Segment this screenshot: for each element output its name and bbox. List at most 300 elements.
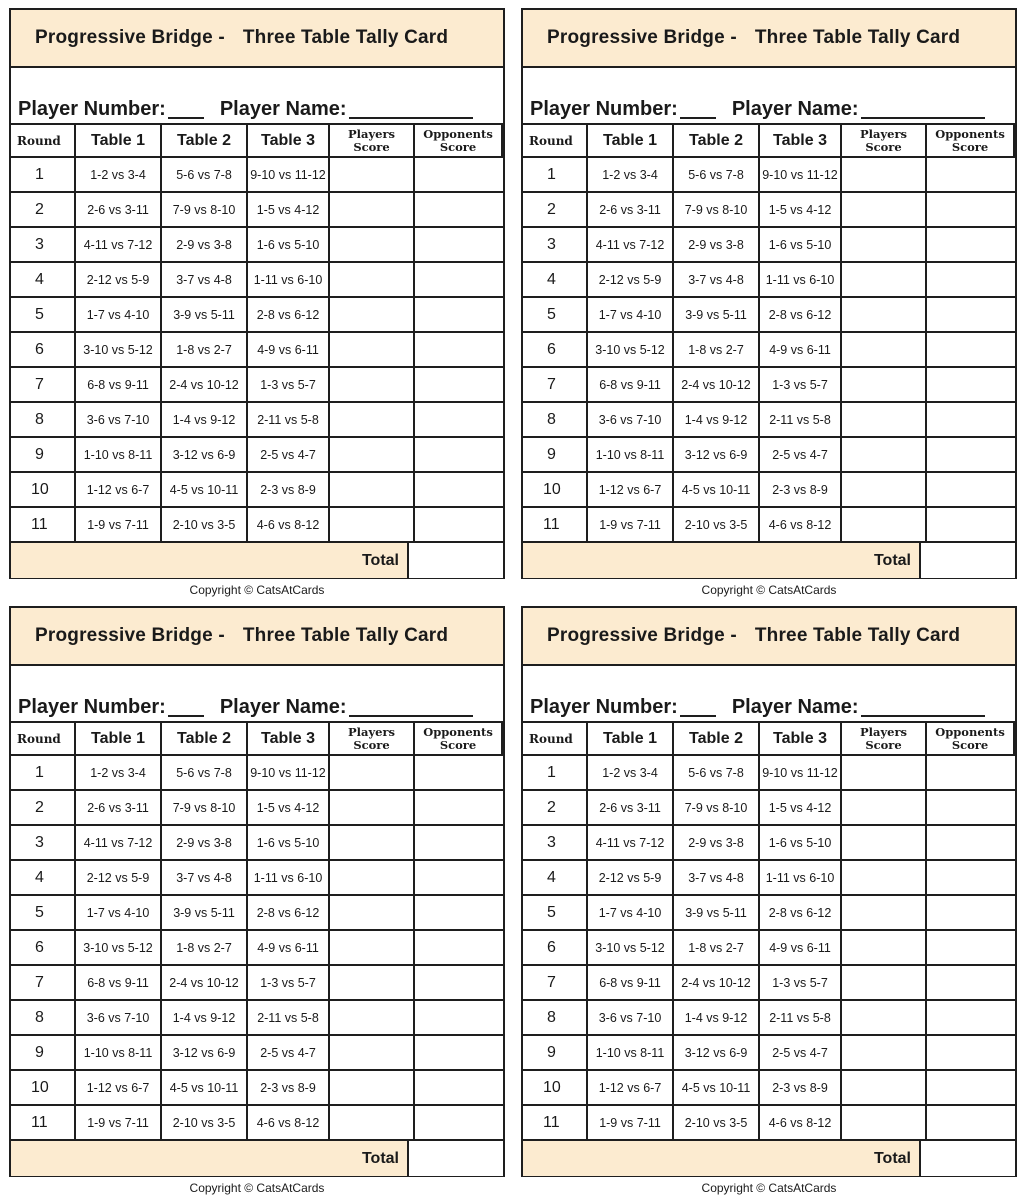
table-3-matchup: 2-3 vs 8-9 xyxy=(248,1071,330,1106)
opponents-score-cell[interactable] xyxy=(927,1106,1015,1141)
players-score-cell[interactable] xyxy=(842,333,927,368)
round-number: 5 xyxy=(523,896,588,931)
opponents-score-cell[interactable] xyxy=(927,438,1015,473)
table-1-matchup: 1-9 vs 7-11 xyxy=(76,508,162,543)
players-score-cell[interactable] xyxy=(842,228,927,263)
round-number: 6 xyxy=(523,333,588,368)
round-number: 4 xyxy=(523,861,588,896)
copyright-notice: Copyright © CatsAtCards xyxy=(701,1181,837,1195)
opponents-score-cell[interactable] xyxy=(927,368,1015,403)
opponents-score-cell[interactable] xyxy=(927,791,1015,826)
players-score-cell[interactable] xyxy=(330,896,415,931)
opponents-score-cell[interactable] xyxy=(415,1036,503,1071)
player-number-field[interactable] xyxy=(680,697,716,717)
opponents-score-cell[interactable] xyxy=(927,931,1015,966)
table-1-matchup: 3-6 vs 7-10 xyxy=(588,1001,674,1036)
total-score-cell[interactable] xyxy=(921,543,1015,578)
table-3-matchup: 9-10 vs 11-12 xyxy=(248,756,330,791)
table-3-matchup: 1-3 vs 5-7 xyxy=(248,966,330,1001)
round-number: 5 xyxy=(11,298,76,333)
round-number: 9 xyxy=(11,438,76,473)
rounds-table xyxy=(523,125,1015,543)
players-score-cell[interactable] xyxy=(330,791,415,826)
table-1-matchup: 1-9 vs 7-11 xyxy=(588,508,674,543)
players-score-cell[interactable] xyxy=(330,438,415,473)
opponents-score-cell[interactable] xyxy=(415,368,503,403)
round-number: 3 xyxy=(523,826,588,861)
round-number: 1 xyxy=(11,158,76,193)
players-score-cell[interactable] xyxy=(842,193,927,228)
table-1-matchup: 2-12 vs 5-9 xyxy=(76,263,162,298)
table-1-matchup: 2-6 vs 3-11 xyxy=(76,193,162,228)
table-3-matchup: 2-5 vs 4-7 xyxy=(248,1036,330,1071)
header-table-1: Table 1 xyxy=(588,723,674,756)
players-score-cell[interactable] xyxy=(842,298,927,333)
table-1-matchup: 1-10 vs 8-11 xyxy=(588,438,674,473)
tally-card-bottom-left xyxy=(9,606,505,1195)
opponents-score-cell[interactable] xyxy=(927,1036,1015,1071)
round-number: 4 xyxy=(523,263,588,298)
tally-card-top-right xyxy=(521,8,1017,597)
table-3-matchup: 1-6 vs 5-10 xyxy=(760,826,842,861)
player-name-label: Player Name: xyxy=(731,696,859,718)
table-3-matchup: 2-11 vs 5-8 xyxy=(248,403,330,438)
players-score-cell[interactable] xyxy=(330,1106,415,1141)
opponents-score-cell[interactable] xyxy=(927,263,1015,298)
round-number: 10 xyxy=(523,473,588,508)
opponents-score-cell[interactable] xyxy=(415,263,503,298)
opponents-score-cell[interactable] xyxy=(927,473,1015,508)
card-title xyxy=(523,10,1015,68)
players-score-cell[interactable] xyxy=(330,403,415,438)
opponents-score-cell[interactable] xyxy=(927,333,1015,368)
table-3-matchup: 4-9 vs 6-11 xyxy=(760,931,842,966)
table-1-matchup: 3-10 vs 5-12 xyxy=(76,931,162,966)
table-3-matchup: 2-5 vs 4-7 xyxy=(760,1036,842,1071)
table-1-matchup: 3-10 vs 5-12 xyxy=(588,931,674,966)
table-2-matchup: 3-9 vs 5-11 xyxy=(674,298,760,333)
opponents-score-cell[interactable] xyxy=(927,228,1015,263)
players-score-cell[interactable] xyxy=(842,263,927,298)
player-number-field[interactable] xyxy=(680,99,716,119)
players-score-cell[interactable] xyxy=(330,508,415,543)
opponents-score-cell[interactable] xyxy=(415,403,503,438)
copyright-notice: Copyright © CatsAtCards xyxy=(701,583,837,597)
table-1-matchup: 1-2 vs 3-4 xyxy=(76,756,162,791)
opponents-score-cell[interactable] xyxy=(415,298,503,333)
table-2-matchup: 4-5 vs 10-11 xyxy=(162,1071,248,1106)
opponents-score-cell[interactable] xyxy=(415,826,503,861)
table-3-matchup: 1-11 vs 6-10 xyxy=(760,861,842,896)
players-score-cell[interactable] xyxy=(330,756,415,791)
players-score-cell[interactable] xyxy=(842,1071,927,1106)
round-number: 2 xyxy=(523,193,588,228)
table-2-matchup: 3-12 vs 6-9 xyxy=(162,438,248,473)
table-3-matchup: 4-6 vs 8-12 xyxy=(760,508,842,543)
player-name-label: Player Name: xyxy=(731,98,859,120)
players-score-cell[interactable] xyxy=(330,158,415,193)
players-score-cell[interactable] xyxy=(842,508,927,543)
table-2-matchup: 4-5 vs 10-11 xyxy=(162,473,248,508)
tally-card-top-left xyxy=(9,8,505,597)
players-score-cell[interactable] xyxy=(842,158,927,193)
table-2-matchup: 1-8 vs 2-7 xyxy=(674,333,760,368)
opponents-score-cell[interactable] xyxy=(415,193,503,228)
players-score-cell[interactable] xyxy=(330,1036,415,1071)
players-score-cell[interactable] xyxy=(330,298,415,333)
card-title-game: Progressive Bridge - xyxy=(35,27,225,48)
table-2-matchup: 1-4 vs 9-12 xyxy=(674,1001,760,1036)
opponents-score-cell[interactable] xyxy=(415,1106,503,1141)
player-number-label: Player Number: xyxy=(530,98,678,120)
rounds-table xyxy=(523,723,1015,1141)
players-score-cell[interactable] xyxy=(330,931,415,966)
table-2-matchup: 3-7 vs 4-8 xyxy=(674,263,760,298)
players-score-cell[interactable] xyxy=(842,966,927,1001)
opponents-score-cell[interactable] xyxy=(927,193,1015,228)
opponents-score-cell[interactable] xyxy=(927,896,1015,931)
rounds-table xyxy=(11,125,503,543)
opponents-score-cell[interactable] xyxy=(927,403,1015,438)
round-number: 8 xyxy=(523,403,588,438)
players-score-cell[interactable] xyxy=(842,1001,927,1036)
table-3-matchup: 9-10 vs 11-12 xyxy=(760,756,842,791)
table-2-matchup: 3-7 vs 4-8 xyxy=(162,263,248,298)
table-1-matchup: 3-6 vs 7-10 xyxy=(76,403,162,438)
round-number: 7 xyxy=(11,368,76,403)
card-title-game: Progressive Bridge - xyxy=(547,27,737,48)
opponents-score-cell[interactable] xyxy=(415,438,503,473)
round-number: 4 xyxy=(11,861,76,896)
round-number: 10 xyxy=(11,1071,76,1106)
players-score-cell[interactable] xyxy=(330,1001,415,1036)
table-2-matchup: 2-9 vs 3-8 xyxy=(162,228,248,263)
table-1-matchup: 3-10 vs 5-12 xyxy=(76,333,162,368)
table-1-matchup: 1-2 vs 3-4 xyxy=(588,756,674,791)
header-table-2: Table 2 xyxy=(162,723,248,756)
header-table-1: Table 1 xyxy=(588,125,674,158)
table-2-matchup: 1-4 vs 9-12 xyxy=(162,403,248,438)
table-1-matchup: 4-11 vs 7-12 xyxy=(76,826,162,861)
table-3-matchup: 2-11 vs 5-8 xyxy=(760,1001,842,1036)
opponents-score-cell[interactable] xyxy=(415,1071,503,1106)
header-round: Round xyxy=(523,125,588,158)
header-table-1: Table 1 xyxy=(76,125,162,158)
table-1-matchup: 1-10 vs 8-11 xyxy=(588,1036,674,1071)
table-3-matchup: 2-5 vs 4-7 xyxy=(248,438,330,473)
round-number: 5 xyxy=(523,298,588,333)
header-table-1: Table 1 xyxy=(76,723,162,756)
total-row xyxy=(11,1141,503,1176)
round-number: 11 xyxy=(523,508,588,543)
card-title xyxy=(523,608,1015,666)
opponents-score-cell[interactable] xyxy=(927,158,1015,193)
player-number-label: Player Number: xyxy=(18,98,166,120)
round-number: 2 xyxy=(11,791,76,826)
table-3-matchup: 2-8 vs 6-12 xyxy=(760,298,842,333)
table-1-matchup: 3-6 vs 7-10 xyxy=(588,403,674,438)
round-number: 8 xyxy=(11,403,76,438)
table-2-matchup: 2-4 vs 10-12 xyxy=(674,966,760,1001)
opponents-score-cell[interactable] xyxy=(927,1071,1015,1106)
round-number: 2 xyxy=(523,791,588,826)
header-table-3: Table 3 xyxy=(248,723,330,756)
table-3-matchup: 2-11 vs 5-8 xyxy=(760,403,842,438)
total-label: Total xyxy=(523,543,921,578)
opponents-score-cell[interactable] xyxy=(927,756,1015,791)
player-number-field[interactable] xyxy=(168,697,204,717)
table-2-matchup: 1-8 vs 2-7 xyxy=(162,333,248,368)
table-2-matchup: 5-6 vs 7-8 xyxy=(674,158,760,193)
card-title-format: Three Table Tally Card xyxy=(242,27,449,48)
players-score-cell[interactable] xyxy=(330,193,415,228)
table-3-matchup: 2-8 vs 6-12 xyxy=(248,298,330,333)
header-table-3: Table 3 xyxy=(760,723,842,756)
table-2-matchup: 5-6 vs 7-8 xyxy=(674,756,760,791)
header-table-2: Table 2 xyxy=(674,723,760,756)
table-2-matchup: 2-4 vs 10-12 xyxy=(674,368,760,403)
round-number: 4 xyxy=(11,263,76,298)
table-2-matchup: 2-10 vs 3-5 xyxy=(162,1106,248,1141)
round-number: 7 xyxy=(523,966,588,1001)
table-3-matchup: 2-8 vs 6-12 xyxy=(760,896,842,931)
opponents-score-cell[interactable] xyxy=(415,966,503,1001)
player-name-field[interactable] xyxy=(861,99,985,119)
players-score-cell[interactable] xyxy=(842,403,927,438)
table-2-matchup: 4-5 vs 10-11 xyxy=(674,1071,760,1106)
table-3-matchup: 1-11 vs 6-10 xyxy=(248,263,330,298)
table-2-matchup: 3-12 vs 6-9 xyxy=(674,1036,760,1071)
table-1-matchup: 6-8 vs 9-11 xyxy=(76,966,162,1001)
header-opponents-score: Opponents Score xyxy=(415,125,503,158)
players-score-cell[interactable] xyxy=(842,1106,927,1141)
opponents-score-cell[interactable] xyxy=(927,508,1015,543)
table-2-matchup: 2-9 vs 3-8 xyxy=(674,826,760,861)
table-1-matchup: 1-12 vs 6-7 xyxy=(76,1071,162,1106)
copyright-notice: Copyright © CatsAtCards xyxy=(189,1181,325,1195)
player-name-label: Player Name: xyxy=(219,696,347,718)
players-score-cell[interactable] xyxy=(330,861,415,896)
table-2-matchup: 5-6 vs 7-8 xyxy=(162,158,248,193)
table-1-matchup: 1-7 vs 4-10 xyxy=(588,298,674,333)
card-title-game: Progressive Bridge - xyxy=(547,625,737,646)
players-score-cell[interactable] xyxy=(330,263,415,298)
header-players-score: Players Score xyxy=(842,723,927,756)
table-1-matchup: 4-11 vs 7-12 xyxy=(588,826,674,861)
header-round: Round xyxy=(523,723,588,756)
table-1-matchup: 1-10 vs 8-11 xyxy=(76,438,162,473)
table-2-matchup: 7-9 vs 8-10 xyxy=(162,791,248,826)
players-score-cell[interactable] xyxy=(330,1071,415,1106)
table-2-matchup: 2-10 vs 3-5 xyxy=(162,508,248,543)
table-2-matchup: 2-4 vs 10-12 xyxy=(162,966,248,1001)
header-table-3: Table 3 xyxy=(248,125,330,158)
opponents-score-cell[interactable] xyxy=(415,158,503,193)
total-row xyxy=(523,1141,1015,1176)
round-number: 3 xyxy=(523,228,588,263)
opponents-score-cell[interactable] xyxy=(415,508,503,543)
table-3-matchup: 1-5 vs 4-12 xyxy=(760,791,842,826)
player-name-field[interactable] xyxy=(349,99,473,119)
table-2-matchup: 2-10 vs 3-5 xyxy=(674,1106,760,1141)
header-table-2: Table 2 xyxy=(162,125,248,158)
table-2-matchup: 7-9 vs 8-10 xyxy=(674,791,760,826)
table-1-matchup: 3-6 vs 7-10 xyxy=(76,1001,162,1036)
table-2-matchup: 3-9 vs 5-11 xyxy=(162,298,248,333)
round-number: 9 xyxy=(523,1036,588,1071)
table-3-matchup: 4-9 vs 6-11 xyxy=(248,931,330,966)
round-number: 8 xyxy=(11,1001,76,1036)
table-1-matchup: 1-2 vs 3-4 xyxy=(588,158,674,193)
total-score-cell[interactable] xyxy=(409,543,503,578)
header-table-3: Table 3 xyxy=(760,125,842,158)
header-players-score: Players Score xyxy=(842,125,927,158)
table-2-matchup: 3-7 vs 4-8 xyxy=(674,861,760,896)
players-score-cell[interactable] xyxy=(842,368,927,403)
table-3-matchup: 9-10 vs 11-12 xyxy=(248,158,330,193)
player-number-field[interactable] xyxy=(168,99,204,119)
table-1-matchup: 2-12 vs 5-9 xyxy=(588,263,674,298)
card-title-format: Three Table Tally Card xyxy=(754,625,961,646)
opponents-score-cell[interactable] xyxy=(415,1001,503,1036)
table-3-matchup: 2-3 vs 8-9 xyxy=(248,473,330,508)
players-score-cell[interactable] xyxy=(842,896,927,931)
opponents-score-cell[interactable] xyxy=(415,473,503,508)
players-score-cell[interactable] xyxy=(330,333,415,368)
opponents-score-cell[interactable] xyxy=(415,861,503,896)
table-2-matchup: 3-12 vs 6-9 xyxy=(162,1036,248,1071)
total-score-cell[interactable] xyxy=(409,1141,503,1176)
table-2-matchup: 3-7 vs 4-8 xyxy=(162,861,248,896)
table-1-matchup: 1-12 vs 6-7 xyxy=(588,473,674,508)
table-3-matchup: 2-5 vs 4-7 xyxy=(760,438,842,473)
table-3-matchup: 1-6 vs 5-10 xyxy=(248,228,330,263)
round-number: 1 xyxy=(523,158,588,193)
opponents-score-cell[interactable] xyxy=(415,896,503,931)
players-score-cell[interactable] xyxy=(330,473,415,508)
table-2-matchup: 4-5 vs 10-11 xyxy=(674,473,760,508)
players-score-cell[interactable] xyxy=(330,826,415,861)
table-3-matchup: 1-11 vs 6-10 xyxy=(248,861,330,896)
player-info-line xyxy=(11,68,503,125)
tally-card-frame xyxy=(521,606,1017,1177)
table-1-matchup: 1-12 vs 6-7 xyxy=(76,473,162,508)
player-info-line xyxy=(523,68,1015,125)
table-3-matchup: 1-6 vs 5-10 xyxy=(760,228,842,263)
table-1-matchup: 1-9 vs 7-11 xyxy=(76,1106,162,1141)
table-3-matchup: 2-3 vs 8-9 xyxy=(760,1071,842,1106)
player-name-field[interactable] xyxy=(861,697,985,717)
total-row xyxy=(11,543,503,578)
table-3-matchup: 4-6 vs 8-12 xyxy=(248,1106,330,1141)
copyright-notice: Copyright © CatsAtCards xyxy=(189,583,325,597)
tally-card-bottom-right xyxy=(521,606,1017,1195)
opponents-score-cell[interactable] xyxy=(927,1001,1015,1036)
table-1-matchup: 2-6 vs 3-11 xyxy=(588,791,674,826)
players-score-cell[interactable] xyxy=(842,931,927,966)
header-players-score: Players Score xyxy=(330,723,415,756)
table-2-matchup: 1-8 vs 2-7 xyxy=(162,931,248,966)
total-score-cell[interactable] xyxy=(921,1141,1015,1176)
round-number: 10 xyxy=(523,1071,588,1106)
round-number: 6 xyxy=(11,333,76,368)
opponents-score-cell[interactable] xyxy=(927,861,1015,896)
table-2-matchup: 2-9 vs 3-8 xyxy=(162,826,248,861)
table-3-matchup: 1-3 vs 5-7 xyxy=(760,368,842,403)
player-info-line xyxy=(11,666,503,723)
opponents-score-cell[interactable] xyxy=(415,931,503,966)
table-1-matchup: 2-12 vs 5-9 xyxy=(76,861,162,896)
players-score-cell[interactable] xyxy=(842,861,927,896)
opponents-score-cell[interactable] xyxy=(927,826,1015,861)
table-1-matchup: 1-12 vs 6-7 xyxy=(588,1071,674,1106)
opponents-score-cell[interactable] xyxy=(415,333,503,368)
player-number-label: Player Number: xyxy=(18,696,166,718)
round-number: 9 xyxy=(523,438,588,473)
round-number: 11 xyxy=(523,1106,588,1141)
total-label: Total xyxy=(523,1141,921,1176)
opponents-score-cell[interactable] xyxy=(415,756,503,791)
round-number: 9 xyxy=(11,1036,76,1071)
players-score-cell[interactable] xyxy=(842,826,927,861)
players-score-cell[interactable] xyxy=(842,1036,927,1071)
player-name-label: Player Name: xyxy=(219,98,347,120)
players-score-cell[interactable] xyxy=(330,368,415,403)
table-3-matchup: 4-6 vs 8-12 xyxy=(760,1106,842,1141)
players-score-cell[interactable] xyxy=(842,473,927,508)
header-table-2: Table 2 xyxy=(674,125,760,158)
header-round: Round xyxy=(11,723,76,756)
round-number: 8 xyxy=(523,1001,588,1036)
round-number: 7 xyxy=(523,368,588,403)
total-label: Total xyxy=(11,543,409,578)
opponents-score-cell[interactable] xyxy=(927,966,1015,1001)
players-score-cell[interactable] xyxy=(330,228,415,263)
table-2-matchup: 3-12 vs 6-9 xyxy=(674,438,760,473)
player-name-field[interactable] xyxy=(349,697,473,717)
table-2-matchup: 7-9 vs 8-10 xyxy=(162,193,248,228)
table-3-matchup: 2-11 vs 5-8 xyxy=(248,1001,330,1036)
round-number: 2 xyxy=(11,193,76,228)
card-title-format: Three Table Tally Card xyxy=(754,27,961,48)
header-opponents-score: Opponents Score xyxy=(927,125,1015,158)
players-score-cell[interactable] xyxy=(842,438,927,473)
opponents-score-cell[interactable] xyxy=(927,298,1015,333)
table-1-matchup: 6-8 vs 9-11 xyxy=(588,966,674,1001)
table-3-matchup: 1-5 vs 4-12 xyxy=(248,791,330,826)
header-round: Round xyxy=(11,125,76,158)
table-3-matchup: 1-5 vs 4-12 xyxy=(248,193,330,228)
players-score-cell[interactable] xyxy=(842,756,927,791)
table-2-matchup: 5-6 vs 7-8 xyxy=(162,756,248,791)
opponents-score-cell[interactable] xyxy=(415,791,503,826)
table-2-matchup: 2-10 vs 3-5 xyxy=(674,508,760,543)
table-1-matchup: 6-8 vs 9-11 xyxy=(588,368,674,403)
opponents-score-cell[interactable] xyxy=(415,228,503,263)
players-score-cell[interactable] xyxy=(842,791,927,826)
table-1-matchup: 2-12 vs 5-9 xyxy=(588,861,674,896)
table-1-matchup: 1-10 vs 8-11 xyxy=(76,1036,162,1071)
table-2-matchup: 1-8 vs 2-7 xyxy=(674,931,760,966)
player-info-line xyxy=(523,666,1015,723)
header-opponents-score: Opponents Score xyxy=(927,723,1015,756)
round-number: 6 xyxy=(523,931,588,966)
total-row xyxy=(523,543,1015,578)
table-1-matchup: 2-6 vs 3-11 xyxy=(588,193,674,228)
table-1-matchup: 1-9 vs 7-11 xyxy=(588,1106,674,1141)
players-score-cell[interactable] xyxy=(330,966,415,1001)
table-1-matchup: 1-7 vs 4-10 xyxy=(76,896,162,931)
